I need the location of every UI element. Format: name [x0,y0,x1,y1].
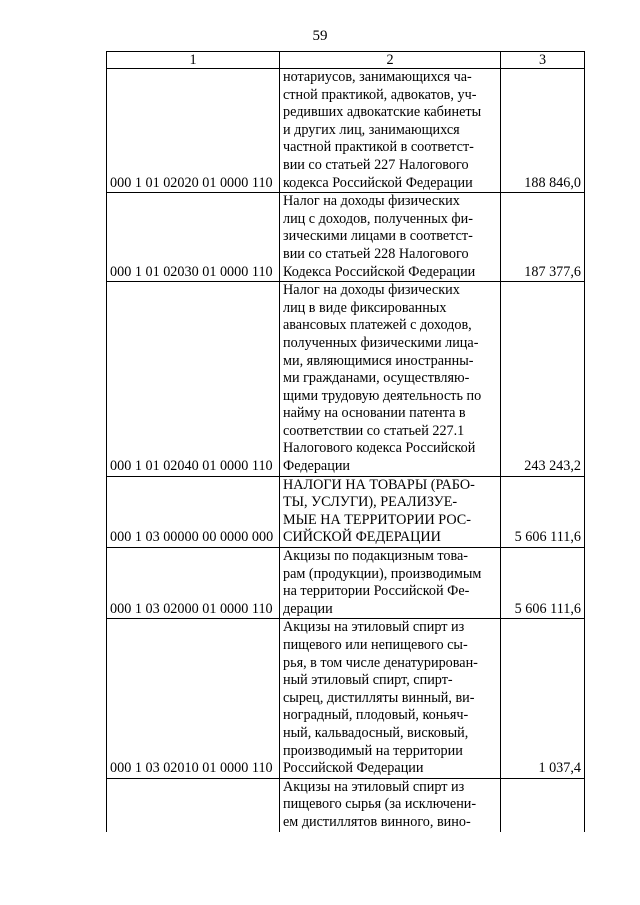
revenue-name-line: ный этиловый спирт, спирт- [283,672,453,689]
revenue-name-line: на территории Российской Фе- [283,583,470,600]
revenue-name-line: ТЫ, УСЛУГИ), РЕАЛИЗУЕ- [283,494,458,511]
revenue-name-line: Кодекса Российской Федерации [283,263,476,280]
revenue-name-line: Акцизы на этиловый спирт из [283,778,465,795]
revenue-name-line: стной практикой, адвокатов, уч- [283,86,477,103]
revenue-name-line: ми гражданами, осуществляю- [283,370,470,387]
revenue-name-cell [280,778,501,831]
table-row [107,476,585,547]
page-number: 59 [312,28,328,44]
revenue-name-cell [280,619,501,778]
revenue-name-line: лиц в виде фиксированных [283,299,447,316]
revenue-name-line: зическими лицами в соответст- [283,228,473,245]
amount-cell: 243 243,2 [501,282,585,477]
revenue-code-cell: 000 1 03 02010 01 0000 110 [107,619,280,778]
revenue-name-cell [280,193,501,282]
revenue-code-cell: 000 1 01 02030 01 0000 110 [107,193,280,282]
revenue-name-line: нотариусов, занимающихся ча- [283,69,472,85]
revenue-name-line: Налог на доходы физических [283,282,460,299]
revenue-name-line: лиц с доходов, полученных фи- [283,210,473,227]
revenue-name-line: производимый на территории [283,742,463,759]
revenue-name-line: ноградный, плодовый, коньяч- [283,707,469,724]
revenue-name-line: ный, кальвадосный, висковый, [283,724,469,741]
revenue-code-cell: 000 1 01 02020 01 0000 110 [107,69,280,193]
revenue-name-line: частной практикой в соответст- [283,139,474,156]
header-column-3: 3 [501,52,585,69]
revenue-name-line: МЫЕ НА ТЕРРИТОРИИ РОС- [283,511,471,528]
revenue-name-line: ми, являющимися иностранны- [283,352,474,369]
revenue-name-line: рам (продукции), производимым [283,565,482,582]
amount-cell: 188 846,0 [501,69,585,193]
table-row [107,69,585,193]
revenue-name-line: пищевого сырья (за исключени- [283,796,477,813]
revenue-name-line: Налог на доходы физических [283,193,460,210]
table-header-row [107,52,585,69]
amount-cell: 5 606 111,6 [501,476,585,547]
budget-revenue-table [106,51,585,832]
revenue-name-line: Акцизы по подакцизным това- [283,548,469,565]
revenue-code-cell [107,778,280,831]
revenue-code-cell: 000 1 03 00000 00 0000 000 [107,476,280,547]
revenue-name-line: Российской Федерации [283,760,424,777]
revenue-name-cell [280,282,501,477]
revenue-name-line: полученных физическими лица- [283,334,479,351]
table-row [107,548,585,619]
table-row [107,193,585,282]
revenue-name-line: редивших адвокатские кабинеты [283,104,482,121]
revenue-name-line: и других лиц, занимающихся [283,121,460,138]
revenue-name-line: Акцизы на этиловый спирт из [283,619,465,636]
revenue-name-line: найму на основании патента в [283,405,466,422]
header-column-2: 2 [280,52,501,69]
revenue-name-line: авансовых платежей с доходов, [283,317,472,334]
amount-cell: 5 606 111,6 [501,548,585,619]
revenue-name-line: дерации [283,600,333,617]
table-row [107,778,585,831]
amount-cell [501,778,585,831]
amount-cell: 187 377,6 [501,193,585,282]
revenue-name-line: СИЙСКОЙ ФЕДЕРАЦИИ [283,529,441,546]
revenue-name-cell [280,476,501,547]
revenue-name-line: ем дистиллятов винного, вино- [283,813,471,830]
revenue-name-cell [280,548,501,619]
table-row [107,282,585,477]
revenue-name-line: вии со статьей 228 Налогового [283,245,469,262]
revenue-name-line: сырец, дистилляты винный, ви- [283,689,475,706]
revenue-name-line: НАЛОГИ НА ТОВАРЫ (РАБО- [283,476,475,493]
revenue-name-line: соответствии со статьей 227.1 [283,422,465,439]
revenue-code-cell: 000 1 01 02040 01 0000 110 [107,282,280,477]
revenue-name-line: Федерации [283,458,351,475]
revenue-name-cell [280,69,501,193]
revenue-code-cell: 000 1 03 02000 01 0000 110 [107,548,280,619]
revenue-name-line: рья, в том числе денатурирован- [283,654,478,671]
header-column-1: 1 [107,52,280,69]
revenue-name-line: щими трудовую деятельность по [283,387,482,404]
revenue-name-line: пищевого или непищевого сы- [283,637,468,653]
revenue-name-line: вии со статьей 227 Налогового [283,156,469,173]
table-row [107,619,585,778]
revenue-name-line: Налогового кодекса Российской [283,440,476,457]
revenue-name-line: кодекса Российской Федерации [283,174,473,191]
amount-cell: 1 037,4 [501,619,585,778]
